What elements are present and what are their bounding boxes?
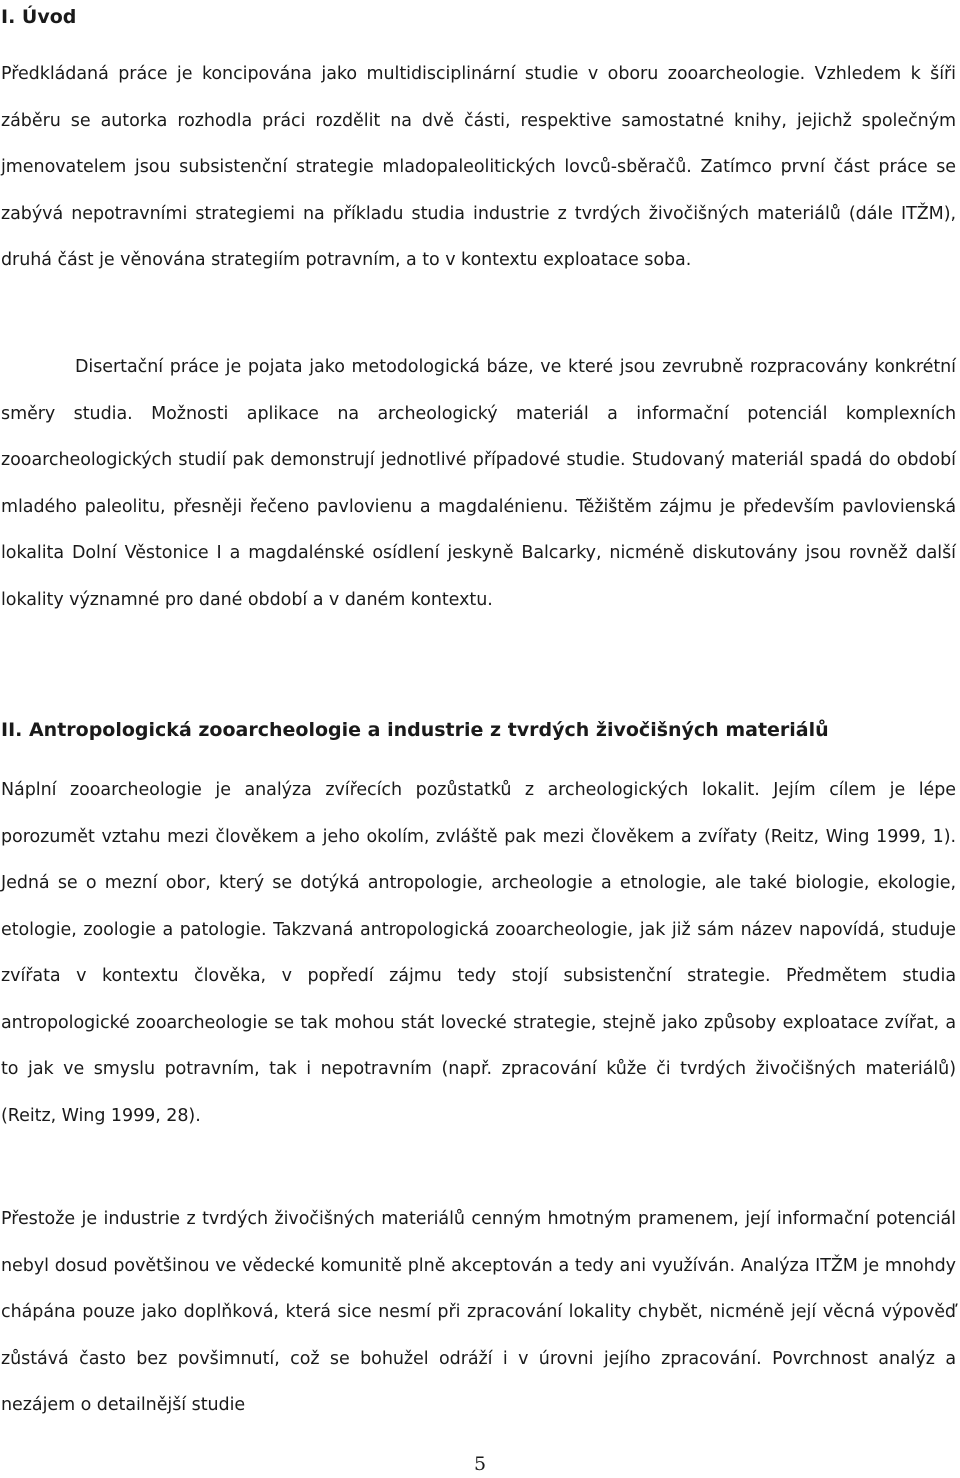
paragraph-intro-2: Disertační práce je pojata jako metodologická báze, ve které jsou zevrubně rozpracovány konkrétní směry studia. Možnosti aplikace na archeologický materiál a informační potenciál komplexních zooarcheologických studií pak demonstrují jednotlivé případové studie. Studovaný materiál spadá do období mladého paleolitu, přesněji řečeno pavlovienu a magdalénienu. Těžištěm zájmu je především pavlovienská lokalita Dolní Věstonice I a magdalénské osídlení jeskyně Balcarky, nicméně diskutovány jsou rovněž další lokality významné pro dané období a v daném kontextu. [1, 357, 956, 610]
paragraph-intro-1: Předkládaná práce je koncipována jako multidisciplinární studie v oboru zooarcheologie. Vzhledem k šíři záběru se autorka rozhodla práci rozdělit na dvě části, respektive samostatné knihy, jejichž společným jmenovatelem jsou subsistenční strategie mladopaleolitických lovců-sběračů. Zatímco první část práce se zabývá nepotravními strategiemi na příkladu studia industrie z tvrdých živočišných materiálů (dále ITŽM), druhá část je věnována strategiím potravním, a to v kontextu exploatace soba. [1, 64, 956, 270]
paragraph-zooarcheology-2: Přestože je industrie z tvrdých živočišných materiálů cenným hmotným pramenem, její informační potenciál nebyl dosud povětšinou ve vědecké komunitě plně akceptován a tedy ani využíván. Analýza ITŽM je mnohdy chápána pouze jako doplňková, která sice nesmí při zpracování lokality chybět, nicméně její věcná výpověď zůstává často bez povšimnutí, což se bohužel odráží i v úrovni jejího zpracování. Povrchnost analýz a nezájem o detailnější studie [1, 1209, 956, 1415]
paragraph-zooarcheology-1: Náplní zooarcheologie je analýza zvířecích pozůstatků z archeologických lokalit. Jejím cílem je lépe porozumět vztahu mezi člověkem a jeho okolím, zvláště pak mezi člověkem a zvířaty (Reitz, Wing 1999, 1). Jedná se o mezní obor, který se dotýká antropologie, archeologie a etnologie, ale také biologie, ekologie, etologie, zoologie a patologie. Takzvaná antropologická zooarcheologie, jak již sám název napovídá, studuje zvířata v kontextu člověka, v popředí zájmu tedy stojí subsistenční strategie. Předmětem studia antropologické zooarcheologie se tak mohou stát lovecké strategie, stejně jako způsoby exploatace zvířat, a to jak ve smyslu potravním, tak i nepotravním (např. zpracování kůže či tvrdých živočišných materiálů) (Reitz, Wing 1999, 28). [1, 780, 956, 1126]
page-number: 5 [473, 1453, 487, 1475]
section-heading-intro: I. Úvod [1, 6, 77, 28]
section-heading-zooarcheology: II. Antropologická zooarcheologie a industrie z tvrdých živočišných materiálů [1, 719, 829, 741]
